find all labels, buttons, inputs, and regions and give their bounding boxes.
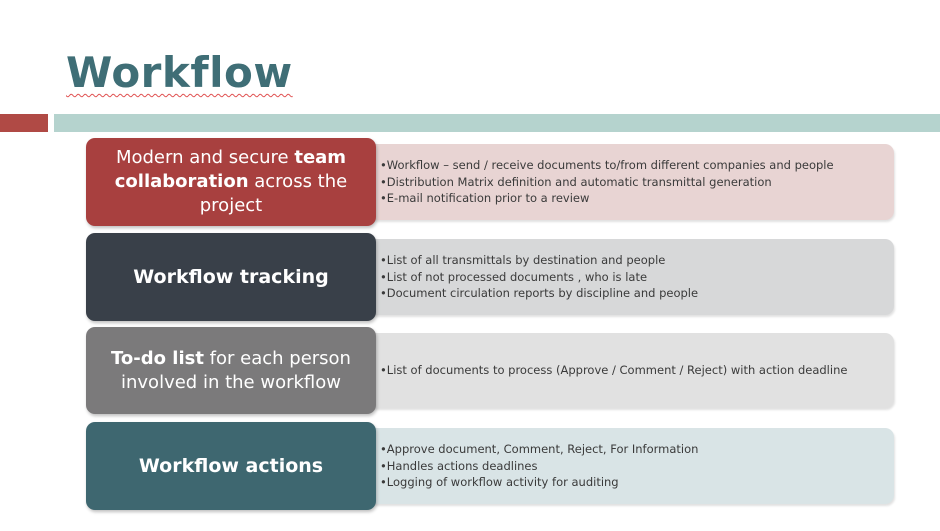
- bullet-item: •Approve document, Comment, Reject, For Information: [380, 442, 699, 457]
- label-text-normal: Modern and secure: [115, 147, 295, 168]
- feature-row-actions: [86, 422, 896, 510]
- feature-label-tracking: Workflow tracking: [86, 233, 376, 321]
- feature-row-todo: [86, 327, 896, 414]
- accent-bar-red: [0, 114, 48, 132]
- feature-details-collaboration: [366, 144, 894, 220]
- label-text-normal: for each person involved in the workflow: [121, 347, 351, 393]
- feature-label-todo: [86, 327, 376, 414]
- label-text-normal: across the project: [199, 171, 348, 216]
- bullet-item: •Workflow – send / receive documents to/from different companies and people: [380, 158, 834, 173]
- accent-bar-teal: [54, 114, 940, 132]
- bullet-item: •E-mail notification prior to a review: [380, 191, 590, 206]
- feature-details-tracking: [366, 239, 894, 315]
- feature-label-collaboration: [86, 138, 376, 226]
- slide-title: Workflow: [66, 48, 293, 97]
- feature-row-collaboration: [86, 138, 896, 226]
- feature-label-text: [94, 347, 368, 395]
- bullet-item: •List of not processed documents , who is late: [380, 269, 648, 284]
- feature-label-text: [94, 146, 368, 218]
- feature-label-actions: Workflow actions: [86, 422, 376, 510]
- bullet-item: •Document circulation reports by discipline and people: [380, 286, 699, 301]
- label-text-bold: team collaboration: [114, 147, 347, 192]
- bullet-item: •Distribution Matrix definition and automatic transmittal generation: [380, 174, 772, 189]
- bullet-item: •List of documents to process (Approve / Comment / Reject) with action deadline: [380, 363, 848, 378]
- feature-row-tracking: [86, 233, 896, 321]
- label-text-bold: To-do list: [111, 347, 204, 369]
- bullet-item: •Logging of workflow activity for auditing: [380, 475, 619, 490]
- feature-details-todo: [366, 333, 894, 408]
- feature-details-actions: [366, 428, 894, 504]
- bullet-item: •List of all transmittals by destination and people: [380, 253, 666, 268]
- bullet-item: •Handles actions deadlines: [380, 458, 538, 473]
